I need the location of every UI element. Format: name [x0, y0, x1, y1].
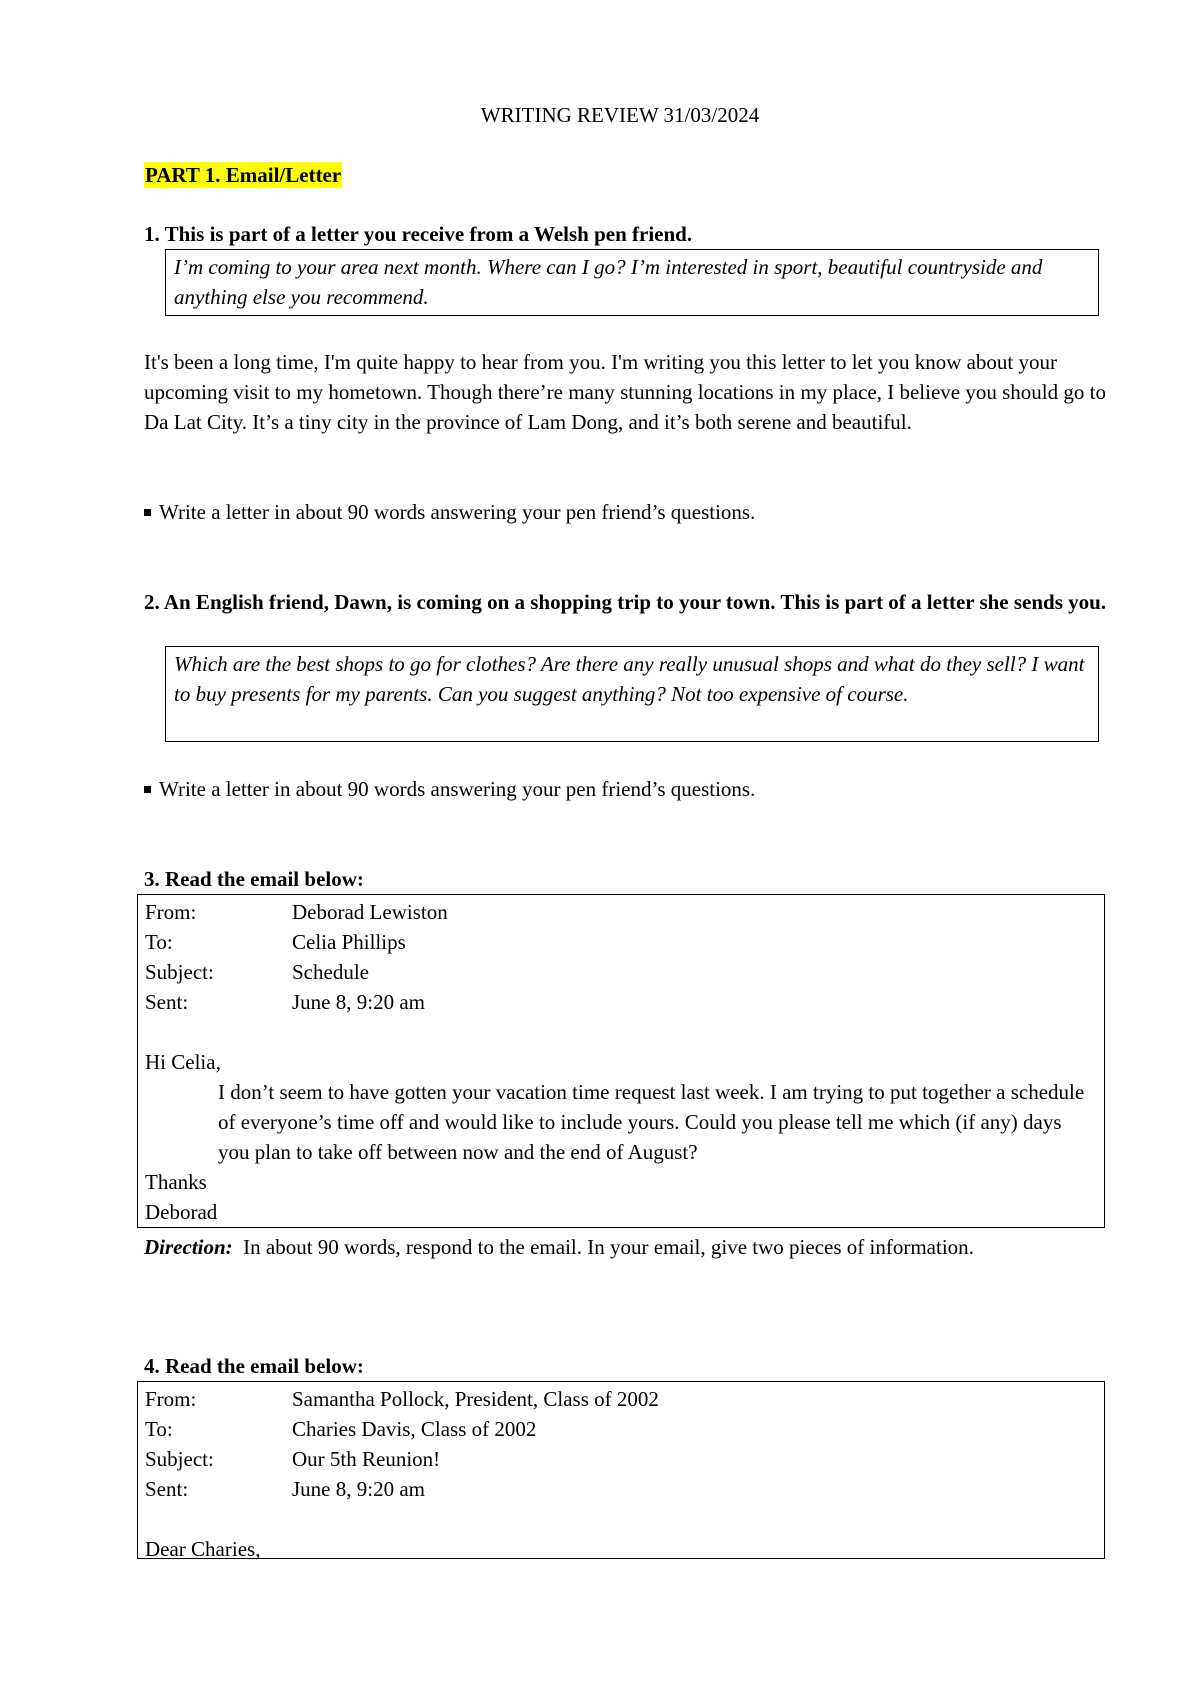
bullet-square-icon — [144, 786, 151, 793]
question-1-instruction — [144, 497, 1114, 527]
document-title: WRITING REVIEW 31/03/2024 — [480, 103, 760, 127]
email-from-row — [145, 897, 1096, 927]
direction-label: Direction: — [144, 1235, 233, 1259]
email-from-label: From: — [145, 900, 197, 924]
question-2-instruction-text: Write a letter in about 90 words answering your pen friend’s questions. — [159, 777, 756, 801]
email-greeting: Hi Celia, — [145, 1050, 221, 1074]
question-4-heading: 4. Read the email below: — [144, 1354, 364, 1378]
email-sent-label: Sent: — [145, 1477, 189, 1501]
email-sent-row — [145, 1474, 1096, 1504]
email-sent-row — [145, 987, 1096, 1017]
part-1-heading: PART 1. Email/Letter — [145, 163, 342, 187]
email-sent-label: Sent: — [145, 990, 189, 1014]
direction-text: In about 90 words, respond to the email. In your email, give two pieces of information. — [243, 1235, 974, 1259]
email-to-label: To: — [145, 930, 173, 954]
question-2-heading: 2. An English friend, Dawn, is coming on a shopping trip to your town. This is part of a letter she sends you. — [144, 590, 1107, 614]
email-from-row — [145, 1384, 1096, 1414]
email-spacer — [145, 1504, 1096, 1534]
question-4-email-box — [137, 1381, 1105, 1559]
question-3-heading: 3. Read the email below: — [144, 867, 364, 891]
email-to-value: Charies Davis, Class of 2002 — [292, 1417, 537, 1441]
question-1-instruction-text: Write a letter in about 90 words answering your pen friend’s questions. — [159, 500, 756, 524]
question-3-email-box — [137, 894, 1105, 1228]
email-to-row — [145, 1414, 1096, 1444]
email-from-label: From: — [145, 1387, 197, 1411]
email-to-row — [145, 927, 1096, 957]
question-1-quote-box: I’m coming to your area next month. Where can I go? I’m interested in sport, beautiful countryside and anything else you recommend. — [165, 249, 1099, 316]
email-subject-label: Subject: — [145, 960, 214, 984]
email-sent-value: June 8, 9:20 am — [292, 1477, 425, 1501]
email-subject-label: Subject: — [145, 1447, 214, 1471]
question-1-answer: It's been a long time, I'm quite happy to hear from you. I'm writing you this letter to let you know about your upcoming visit to my hometown. Though there’re many stunning locations in my place, I believe you should go to Da Lat City. It’s a tiny city in the province of Lam Dong, and it’s both serene and beautiful. — [144, 350, 1106, 434]
email-subject-row — [145, 957, 1096, 987]
email-greeting: Dear Charies, — [145, 1537, 261, 1561]
email-body — [145, 1077, 1096, 1167]
question-2-instruction — [144, 774, 1114, 804]
email-signature: Deborad — [145, 1200, 218, 1224]
email-spacer — [145, 1017, 1096, 1047]
email-subject-row — [145, 1444, 1096, 1474]
bullet-square-icon — [144, 509, 151, 516]
question-3-direction — [144, 1232, 1114, 1262]
email-closing: Thanks — [145, 1170, 207, 1194]
email-subject-value: Our 5th Reunion! — [292, 1447, 441, 1471]
question-1-heading: 1. This is part of a letter you receive from a Welsh pen friend. — [144, 222, 693, 246]
email-from-value: Deborad Lewiston — [292, 900, 448, 924]
question-2-quote-box: Which are the best shops to go for clothes? Are there any really unusual shops and what do they sell? I want to buy presents for my parents. Can you suggest anything? Not too expensive of course. — [165, 646, 1099, 742]
email-body-text: I don’t seem to have gotten your vacation time request last week. I am trying to put together a schedule of everyone’s time off and would like to include yours. Could you please tell me which (if any) days you plan to take off between now and the end of August? — [218, 1080, 1085, 1164]
email-subject-value: Schedule — [292, 960, 369, 984]
email-sent-value: June 8, 9:20 am — [292, 990, 425, 1014]
email-from-value: Samantha Pollock, President, Class of 2002 — [292, 1387, 659, 1411]
email-to-label: To: — [145, 1417, 173, 1441]
email-to-value: Celia Phillips — [292, 930, 406, 954]
